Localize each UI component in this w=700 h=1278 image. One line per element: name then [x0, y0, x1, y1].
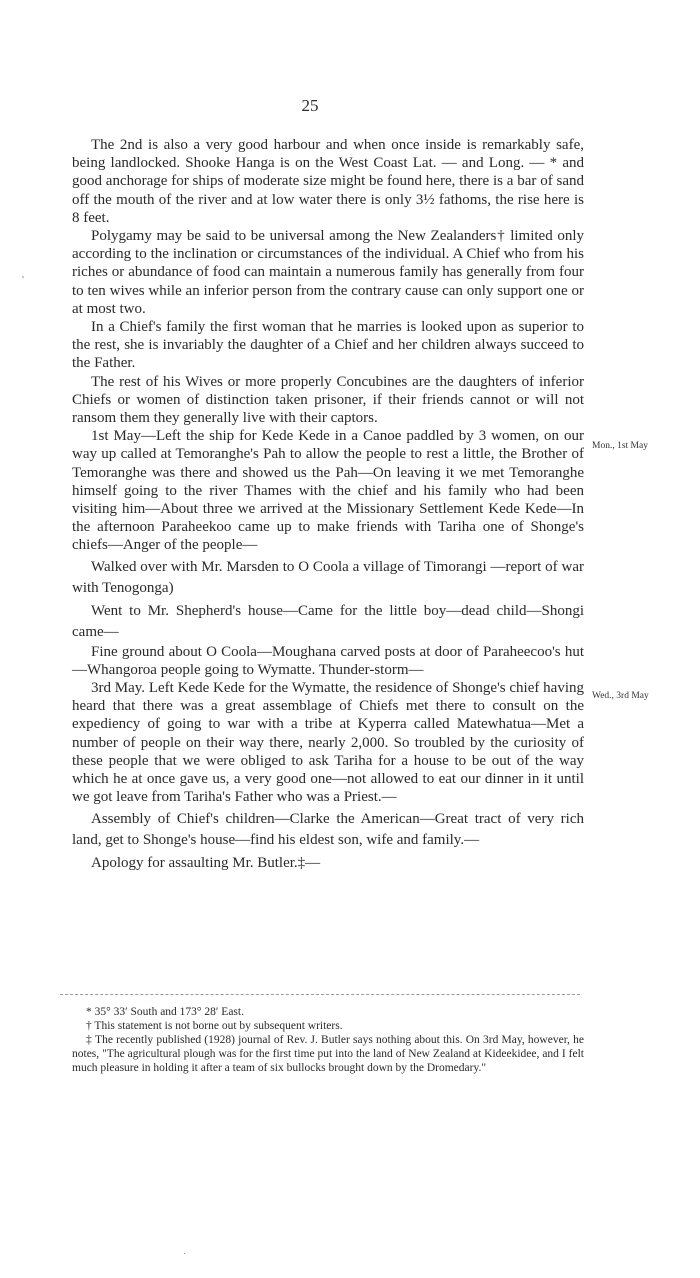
paragraph-fine-ground: Fine ground about O Coola—Moughana carved posts at door of Paraheecoo's hut—Whangoroa people going to Wymatte. Thunder-storm— [72, 643, 584, 678]
paragraph-shepherd: Went to Mr. Shepherd's house—Came for the little boy—dead child—Shongi came— [72, 602, 584, 640]
footnote-asterisk: * 35° 33′ South and 173° 28′ East. [86, 1006, 244, 1018]
paragraph-concubines: The rest of his Wives or more properly Concubines are the daughters of inferior Chiefs or women of distinction taken prisoner, if their friends cannot or will not ransom them they generally live with their captors. [72, 373, 584, 427]
paragraph-polygamy: Polygamy may be said to be universal among the New Zealanders† limited only according to the inclination or circumstances of the individual. A Chief who from his riches or abundance of food can maintain a numerous family has generally from four to ten wives while an inferior person from the contrary cause can only support one or at most two. [72, 228, 584, 317]
footnote-double-dagger: ‡ The recently published (1928) journal of Rev. J. Butler says nothing about this. On 3rd May, however, he notes, "The agricultural plough was for the first time put into the land of New Zealand at Kideekidee, and I felt much pleasure in holding it after a team of six bullocks brought down by the Dromedary." [72, 1034, 584, 1074]
paragraph-walked-over: Walked over with Mr. Marsden to O Coola a village of Timorangi —report of war with Tenogonga) [72, 558, 584, 596]
paragraph-assembly: Assembly of Chief's children—Clarke the American—Great tract of very rich land, get to Shonge's house—find his eldest son, wife and family.— [72, 810, 584, 848]
paragraph-3rd-may: 3rd May. Left Kede Kede for the Wymatte, the residence of Shonge's chief having heard that there was a great assemblage of Chiefs met there to consult on the expediency of going to war with a tribe at Kyperra called Matewhatua—Met a number of people on their way there, nearly 2,000. So troubled by the curiosity of these people that we were obliged to ask Tariha for a house to be out of the way which he at once gave us, a very good one—not allowed to eat our dinner in it until we got leave from Tariha's Father who was a Priest.— [72, 680, 584, 806]
footnote-dagger: † This statement is not borne out by subsequent writers. [86, 1020, 343, 1032]
body-text [72, 136, 584, 874]
stray-mark: · [183, 1248, 187, 1259]
footnote-divider [60, 994, 580, 995]
paragraph-apology: Apology for assaulting Mr. Butler.‡— [91, 854, 321, 871]
footnotes [72, 1005, 584, 1075]
page-number: 25 [301, 96, 319, 115]
margin-note-wed-3rd-may: Wed., 3rd May [592, 691, 649, 701]
stray-mark: ' [22, 275, 24, 286]
paragraph-harbour: The 2nd is also a very good harbour and when once inside is remarkably safe, being landlocked. Shooke Hanga is on the West Coast Lat. — and Long. — * and good anchorage for ships of moderate size might be found here, there is a bar of sand off the mouth of the river and at low water there is only 3½ fathoms, the rise here is 8 feet. [72, 137, 584, 226]
paragraph-1st-may: 1st May—Left the ship for Kede Kede in a Canoe paddled by 3 women, on our way up called at Temoranghe's Pah to allow the people to rest a little, the Brother of Temoranghe was there and showed us the Pah—On leaving it we met Temoranghe himself going to the river Thames with the chief and his family who had been visiting him—About three we arrived at the Missionary Settlement Kede Kede—In the afternoon Paraheekoo came up to make friends with Tariha one of Shonge's chiefs—Anger of the people— [72, 428, 584, 554]
margin-note-mon-1st-may: Mon., 1st May [592, 441, 648, 451]
paragraph-chief-family: In a Chief's family the first woman that he marries is looked upon as superior to the rest, she is invariably the daughter of a Chief and her children always succeed to the Father. [72, 319, 584, 372]
